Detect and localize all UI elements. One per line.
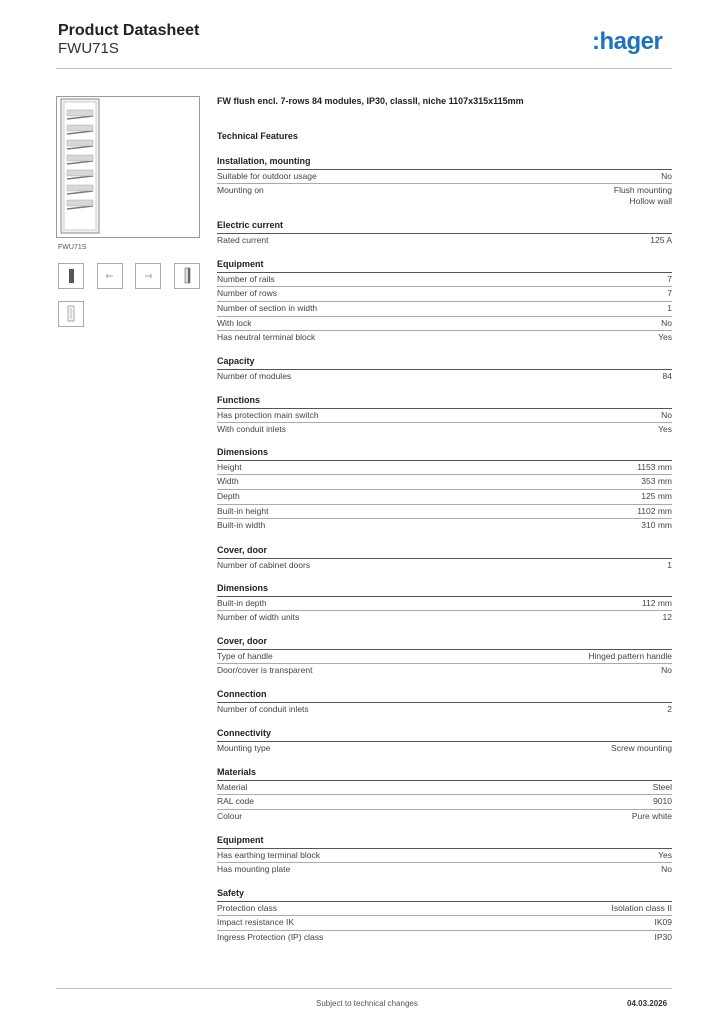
spec-row [217, 930, 672, 945]
section-heading: Connectivity [217, 728, 272, 738]
section-heading: Materials [217, 767, 257, 777]
thumbnail-front[interactable] [58, 263, 84, 289]
spec-value [588, 651, 672, 662]
spec-value-text: 2 [667, 703, 672, 714]
spec-value-text: Yes [658, 424, 672, 435]
spec-value [611, 743, 672, 754]
spec-value [637, 506, 672, 517]
spec-row [217, 272, 672, 287]
spec-label: Number of cabinet doors [217, 559, 311, 570]
spec-value-text: No [661, 864, 672, 875]
spec-value [650, 235, 672, 246]
spec-row [217, 518, 672, 533]
spec-label: Suitable for outdoor usage [217, 170, 317, 181]
section-heading: Safety [217, 888, 245, 898]
spec-value-text: 1153 mm [637, 461, 672, 472]
spec-value-text: 1 [667, 302, 672, 313]
footer-divider [56, 988, 672, 989]
spec-value-text: 112 mm [641, 597, 672, 608]
spec-label: Has protection main switch [217, 409, 319, 420]
spec-row [217, 504, 672, 519]
spec-value [661, 410, 672, 421]
spec-value [658, 850, 672, 861]
spec-value [667, 288, 672, 299]
section-heading: Cover, door [217, 636, 268, 646]
footer-date: 04.03.2026 [627, 999, 668, 1008]
spec-value-text: No [661, 170, 672, 181]
spec-value-text: Steel [652, 781, 672, 792]
thumbnail-side[interactable] [174, 263, 200, 289]
spec-value-text: 1102 mm [637, 505, 672, 516]
thumbnail-open[interactable] [58, 301, 84, 327]
spec-value [612, 903, 672, 914]
spec-value-text: 12 [662, 612, 672, 623]
spec-row [217, 663, 672, 678]
spec-row [217, 422, 672, 437]
spec-value-text: IK09 [654, 917, 672, 928]
spec-row [217, 649, 672, 664]
spec-label: Number of conduit inlets [217, 703, 309, 714]
spec-row [217, 809, 672, 824]
page-title: Product Datasheet [58, 22, 200, 39]
spec-value [658, 424, 672, 435]
spec-row [217, 408, 672, 423]
spec-value-text: 1 [667, 559, 672, 570]
spec-row [217, 460, 672, 475]
drawing-icon [98, 264, 122, 288]
spec-label: Mounting on [217, 185, 264, 196]
spec-label: Impact resistance IK [217, 917, 295, 928]
spec-row [217, 794, 672, 809]
spec-value [641, 491, 672, 502]
spec-row [217, 474, 672, 489]
section-heading: Equipment [217, 835, 264, 845]
spec-value [667, 274, 672, 285]
spec-label: Ingress Protection (IP) class [217, 931, 324, 942]
spec-row [217, 610, 672, 625]
spec-row [217, 489, 672, 504]
spec-label: Number of rows [217, 288, 277, 299]
spec-value-text: 353 mm [641, 476, 672, 487]
section-heading: Equipment [217, 259, 264, 269]
spec-value-text: 125 A [650, 234, 672, 245]
spec-label: Built-in width [217, 520, 266, 531]
spec-value [667, 560, 672, 571]
spec-value-text: IP30 [654, 931, 672, 942]
technical-features-heading: Technical Features [217, 131, 298, 141]
spec-value-text: Hinged pattern handle [588, 650, 672, 661]
header-divider [56, 68, 672, 69]
spec-value-text: Screw mounting [611, 742, 672, 753]
spec-row [217, 915, 672, 930]
spec-row [217, 901, 672, 916]
spec-value-text: Flush mounting [613, 185, 672, 196]
spec-label: Material [217, 781, 248, 792]
spec-label: Mounting type [217, 742, 271, 753]
section-heading: Functions [217, 395, 260, 405]
spec-value [661, 665, 672, 676]
spec-label: Rated current [217, 234, 269, 245]
spec-value-text: 9010 [653, 796, 672, 807]
spec-value [658, 332, 672, 343]
enclosure-illustration [57, 97, 199, 237]
spec-value [653, 782, 672, 793]
footer-note: Subject to technical changes [316, 999, 418, 1008]
spec-row [217, 286, 672, 301]
spec-label: With lock [217, 317, 252, 328]
spec-value [614, 185, 672, 207]
product-code: FWU71S [58, 40, 119, 57]
spec-value-text: 310 mm [641, 520, 672, 531]
spec-value [667, 704, 672, 715]
spec-row [217, 702, 672, 717]
spec-value [641, 520, 672, 531]
spec-value [637, 462, 672, 473]
spec-value-text: No [661, 665, 672, 676]
spec-row [217, 183, 672, 208]
spec-row [217, 741, 672, 756]
spec-row [217, 233, 672, 248]
image-caption: FWU71S [58, 244, 87, 251]
spec-value [663, 371, 672, 382]
spec-label: Has mounting plate [217, 864, 291, 875]
spec-value [663, 612, 672, 623]
spec-label: Protection class [217, 902, 277, 913]
hager-logo: :hager [592, 28, 663, 55]
spec-value [632, 811, 672, 822]
spec-row [217, 369, 672, 384]
section-heading: Electric current [217, 220, 284, 230]
section-heading: Cover, door [217, 545, 268, 555]
section-heading: Capacity [217, 356, 255, 366]
section-heading: Connection [217, 689, 267, 699]
enclosure-side-icon [175, 264, 199, 288]
spec-label: Colour [217, 810, 243, 821]
spec-row [217, 558, 672, 573]
spec-label: Number of rails [217, 273, 275, 284]
spec-label: Has neutral terminal block [217, 332, 316, 343]
spec-value-text: Pure white [631, 810, 672, 821]
spec-value [655, 932, 673, 943]
section-heading: Dimensions [217, 447, 269, 457]
spec-label: Height [217, 461, 242, 472]
spec-label: Number of section in width [217, 302, 318, 313]
spec-value [661, 864, 672, 875]
thumbnail-drawing-1[interactable] [97, 263, 123, 289]
spec-row [217, 848, 672, 863]
spec-label: Built-in depth [217, 597, 267, 608]
section-heading: Installation, mounting [217, 156, 311, 166]
spec-row [217, 596, 672, 611]
product-image [56, 96, 200, 238]
spec-label: Depth [217, 490, 240, 501]
spec-value [653, 796, 672, 807]
spec-label: With conduit inlets [217, 424, 286, 435]
spec-row [217, 169, 672, 184]
spec-row [217, 301, 672, 316]
product-description: FW flush encl. 7-rows 84 modules, IP30, classII, niche 1107x315x115mm [217, 96, 524, 106]
enclosure-front-icon [59, 264, 83, 288]
spec-value-text: 7 [667, 288, 672, 299]
spec-value [641, 476, 672, 487]
spec-value-text: Yes [658, 332, 672, 343]
spec-label: Number of width units [217, 612, 300, 623]
spec-value [642, 598, 672, 609]
spec-label: Built-in height [217, 505, 269, 516]
spec-value-text: No [661, 317, 672, 328]
thumbnail-drawing-2[interactable] [135, 263, 161, 289]
spec-row [217, 330, 672, 345]
section-heading: Dimensions [217, 583, 269, 593]
spec-label: Number of modules [217, 370, 292, 381]
spec-value-text: 125 mm [641, 490, 672, 501]
spec-label: Door/cover is transparent [217, 665, 313, 676]
spec-label: Type of handle [217, 650, 273, 661]
spec-value [667, 303, 672, 314]
spec-row [217, 316, 672, 331]
spec-value-text: 7 [667, 273, 672, 284]
spec-value-text-2: Hollow wall [629, 196, 672, 207]
spec-value [661, 171, 672, 182]
spec-label: Width [217, 476, 239, 487]
spec-value [661, 318, 672, 329]
enclosure-open-icon [59, 302, 83, 326]
spec-label: RAL code [217, 796, 255, 807]
spec-value [655, 917, 673, 928]
spec-label: Has earthing terminal block [217, 849, 320, 860]
drawing-icon [136, 264, 160, 288]
spec-row [217, 862, 672, 877]
spec-value-text: 84 [662, 370, 672, 381]
spec-row [217, 780, 672, 795]
spec-value-text: Isolation class II [611, 902, 672, 913]
spec-value-text: No [661, 409, 672, 420]
spec-value-text: Yes [658, 849, 672, 860]
